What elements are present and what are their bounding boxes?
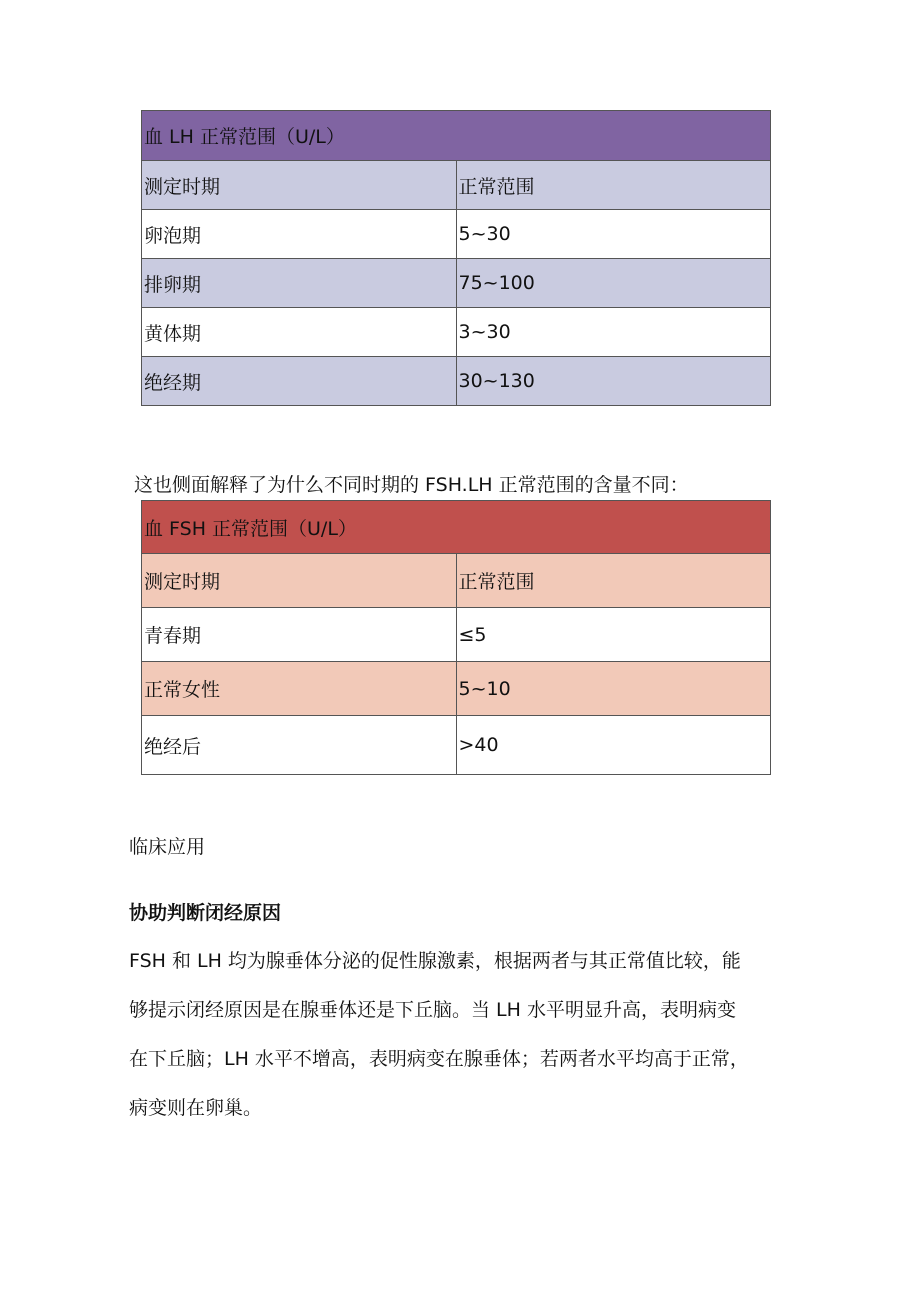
lh-table-title: 血 LH 正常范围（U/L） bbox=[142, 111, 771, 161]
period-cell: 正常女性 bbox=[142, 662, 457, 716]
table-header-row bbox=[142, 161, 771, 210]
range-cell: 75~100 bbox=[456, 259, 771, 308]
range-cell: >40 bbox=[456, 716, 771, 775]
range-cell: 3~30 bbox=[456, 308, 771, 357]
clinical-heading: 临床应用 bbox=[129, 836, 206, 858]
column-header-range: 正常范围 bbox=[456, 161, 771, 210]
period-cell: 排卵期 bbox=[142, 259, 457, 308]
table-row bbox=[142, 259, 771, 308]
range-cell: ≤5 bbox=[456, 608, 771, 662]
table-row bbox=[142, 308, 771, 357]
range-cell: 5~10 bbox=[456, 662, 771, 716]
body-text-line: 够提示闭经原因是在腺垂体还是下丘脑。当 LH 水平明显升高，表明病变 bbox=[129, 999, 736, 1021]
table-row bbox=[142, 210, 771, 259]
table-row bbox=[142, 716, 771, 775]
table-title-row bbox=[142, 111, 771, 161]
range-cell: 5~30 bbox=[456, 210, 771, 259]
column-header-range: 正常范围 bbox=[456, 554, 771, 608]
table-row bbox=[142, 357, 771, 406]
table-title-row bbox=[142, 501, 771, 554]
body-text-line: 病变则在卵巢。 bbox=[129, 1097, 263, 1119]
body-text-line: 在下丘脑；LH 水平不增高，表明病变在腺垂体；若两者水平均高于正常， bbox=[129, 1048, 749, 1070]
body-text-line: FSH 和 LH 均为腺垂体分泌的促性腺激素，根据两者与其正常值比较，能 bbox=[129, 950, 741, 972]
period-cell: 青春期 bbox=[142, 608, 457, 662]
table-row bbox=[142, 662, 771, 716]
intro-paragraph: 这也侧面解释了为什么不同时期的 FSH.LH 正常范围的含量不同： bbox=[134, 474, 689, 496]
table-row bbox=[142, 608, 771, 662]
fsh-range-table bbox=[141, 500, 771, 775]
fsh-table-title: 血 FSH 正常范围（U/L） bbox=[142, 501, 771, 554]
period-cell: 黄体期 bbox=[142, 308, 457, 357]
column-header-period: 测定时期 bbox=[142, 161, 457, 210]
period-cell: 绝经后 bbox=[142, 716, 457, 775]
range-cell: 30~130 bbox=[456, 357, 771, 406]
section-subheading: 协助判断闭经原因 bbox=[129, 902, 282, 924]
column-header-period: 测定时期 bbox=[142, 554, 457, 608]
period-cell: 卵泡期 bbox=[142, 210, 457, 259]
period-cell: 绝经期 bbox=[142, 357, 457, 406]
lh-range-table bbox=[141, 110, 771, 406]
table-header-row bbox=[142, 554, 771, 608]
